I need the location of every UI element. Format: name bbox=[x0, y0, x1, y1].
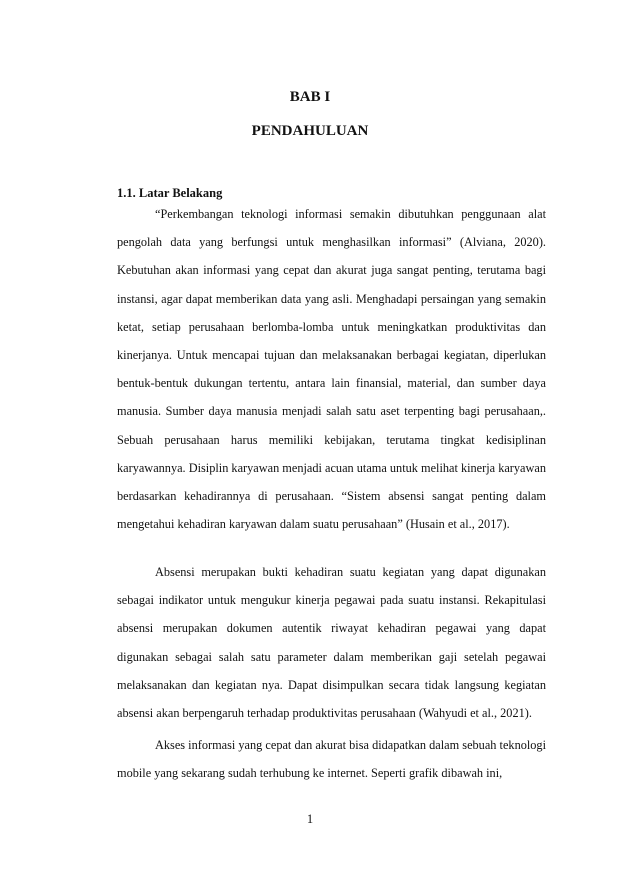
paragraph-line: instansi, agar dapat memberikan data yang asli. Menghadapi persaingan yang semakin bbox=[117, 291, 546, 306]
paragraph-line: ketat, setiap perusahaan berlomba-lomba untuk meningkatkan produktivitas dan bbox=[117, 319, 546, 334]
chapter-title: PENDAHULUAN bbox=[251, 123, 369, 139]
paragraph-line: sebagai indikator untuk mengukur kinerja pegawai pada suatu instansi. Rekapitulasi bbox=[117, 593, 546, 608]
paragraph-line: bentuk-bentuk dukungan tertentu, antara lain finansial, material, dan sumber daya bbox=[117, 376, 546, 391]
paragraph-line: Absensi merupakan bukti kehadiran suatu kegiatan yang dapat digunakan bbox=[155, 565, 546, 579]
paragraph-line: karyawannya. Disiplin karyawan menjadi acuan utama untuk melihat kinerja karyawan bbox=[117, 460, 546, 475]
paragraph-line: manusia. Sumber daya manusia menjadi salah satu aset terpenting bagi perusahaan,. bbox=[117, 404, 546, 419]
paragraph-line: pengolah data yang berfungsi untuk menghasilkan informasi” (Alviana, 2020). bbox=[117, 235, 546, 250]
paragraph-line: Kebutuhan akan informasi yang cepat dan akurat juga sangat penting, terutama bagi bbox=[117, 263, 546, 278]
page-number: 1 bbox=[306, 812, 314, 826]
chapter-number: BAB I bbox=[289, 89, 331, 105]
paragraph-line: absensi merupakan dokumen autentik riwayat kehadiran pegawai yang dapat bbox=[117, 621, 546, 636]
paragraph-line: mobile yang sekarang sudah terhubung ke internet. Seperti grafik dibawah ini, bbox=[117, 766, 503, 781]
paragraph-line: melaksanakan dan kegiatan nya. Dapat disimpulkan secara tidak langsung kegiatan bbox=[117, 677, 546, 692]
paragraph-line: digunakan sebagai salah satu parameter dalam memberikan gaji setelah pegawai bbox=[117, 649, 546, 664]
paragraph-line: Akses informasi yang cepat dan akurat bisa didapatkan dalam sebuah teknologi bbox=[155, 738, 546, 752]
section-heading: 1.1. Latar Belakang bbox=[117, 186, 223, 200]
paragraph-line: Sebuah perusahaan harus memiliki kebijakan, terutama tingkat kedisiplinan bbox=[117, 432, 546, 447]
paragraph-akses bbox=[117, 731, 546, 787]
paragraph-absensi bbox=[117, 558, 546, 727]
paragraph-line: “Perkembangan teknologi informasi semakin dibutuhkan penggunaan alat bbox=[155, 207, 546, 221]
paragraph-line: mengetahui kehadiran karyawan dalam suatu perusahaan” (Husain et al., 2017). bbox=[117, 517, 510, 532]
paragraph-line: kinerjanya. Untuk mencapai tujuan dan melaksanakan berbagai kegiatan, diperlukan bbox=[117, 347, 546, 362]
paragraph-background bbox=[117, 200, 546, 538]
paragraph-line: berdasarkan kehadirannya di perusahaan. “Sistem absensi sangat penting dalam bbox=[117, 488, 546, 503]
paragraph-line: absensi akan berpengaruh terhadap produktivitas perusahaan (Wahyudi et al., 2021). bbox=[117, 705, 532, 720]
